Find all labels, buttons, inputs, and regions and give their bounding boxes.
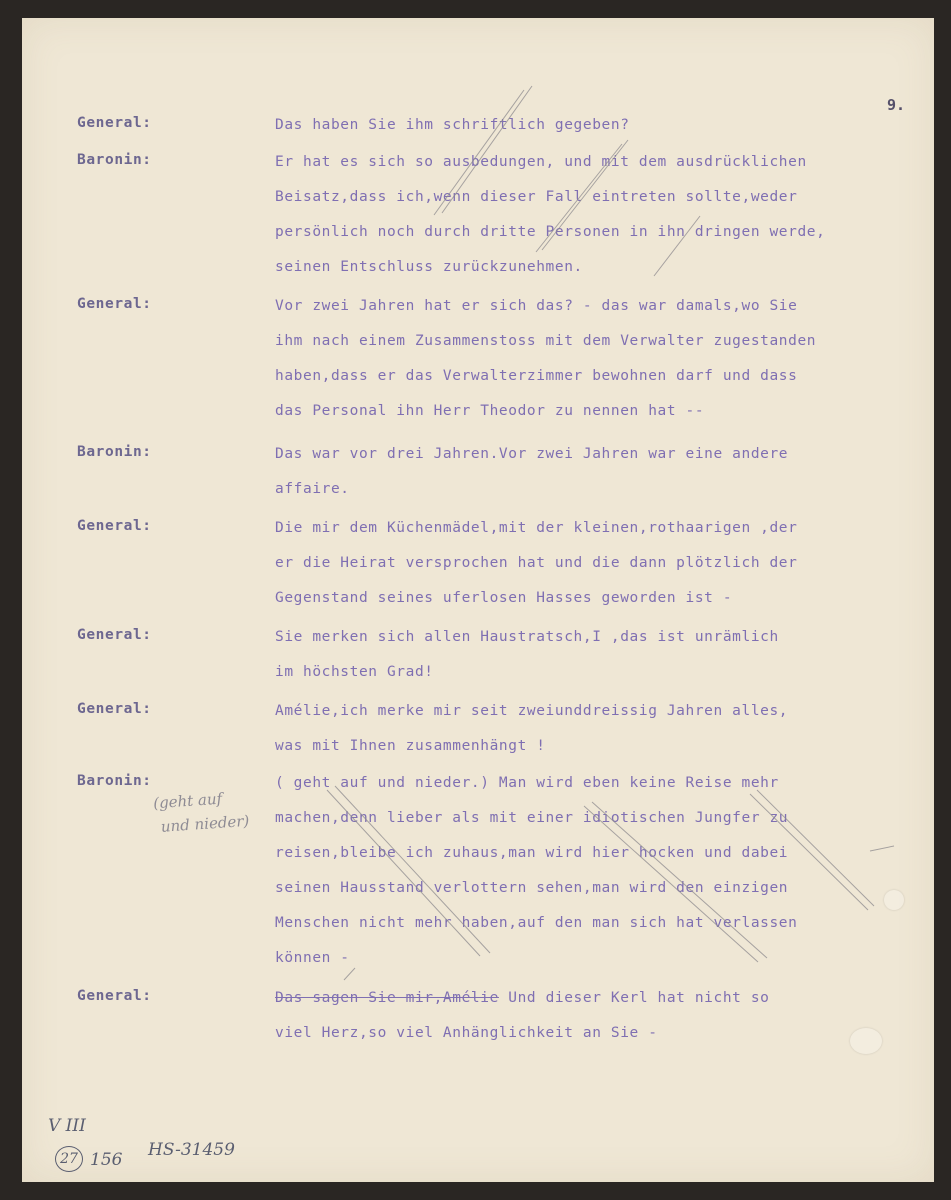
speech-line: haben,dass er das Verwalterzimmer bewohnen darf und dass [275,368,798,384]
pencil-stroke [542,140,628,250]
pencil-stroke [757,790,874,906]
speaker-label: General: [77,296,152,312]
speech-line: affaire. [275,481,350,497]
speaker-label: Baronin: [77,444,152,460]
speech-line: im höchsten Grad! [275,664,434,680]
speech-text: Und dieser Kerl hat nicht so [498,990,770,1006]
speaker-label: Baronin: [77,152,152,168]
speech-line: viel Herz,so viel Anhänglichkeit an Sie - [275,1025,658,1041]
pencil-stroke [592,802,767,958]
pencil-stroke [750,794,868,910]
archive-circled-number: 27 [55,1146,83,1172]
archive-volume: V III [48,1116,86,1136]
speech-line: Das haben Sie ihm schriftlich gegeben? [275,117,630,133]
speech-line: Menschen nicht mehr haben,auf den man sich hat verlassen [275,915,798,931]
speech-line: können - [275,950,350,966]
speaker-label: General: [77,988,152,1004]
speaker-label: General: [77,115,152,131]
pencil-stroke [344,968,355,980]
speech-line: Das war vor drei Jahren.Vor zwei Jahren war eine andere [275,446,789,462]
speaker-label: General: [77,518,152,534]
speech-line: ( geht auf und nieder.) Man wird eben keine Reise mehr [275,775,779,791]
speech-line: Beisatz,dass ich,wenn dieser Fall eintreten sollte,weder [275,189,798,205]
speech-line: Gegenstand seines uferlosen Hasses geworden ist - [275,590,733,606]
speech-line: Vor zwei Jahren hat er sich das? - das war damals,wo Sie [275,298,798,314]
speech-line: seinen Entschluss zurückzunehmen. [275,259,583,275]
speech-line: was mit Ihnen zusammenhängt ! [275,738,546,754]
speech-line: ihm nach einem Zusammenstoss mit dem Verwalter zugestanden [275,333,817,349]
speech-line: reisen,bleibe ich zuhaus,man wird hier hocken und dabei [275,845,789,861]
archive-signature: HS-31459 [148,1140,235,1160]
margin-note-line: (geht auf [152,789,223,813]
pencil-stroke [654,216,700,276]
speech-line: er die Heirat versprochen hat und die dann plötzlich der [275,555,798,571]
pencil-strikethrough-marks [22,18,934,1182]
pencil-stroke [870,846,894,851]
margin-note-line: und nieder) [160,811,250,836]
speech-line: machen,denn lieber als mit einer idiotischen Jungfer zu [275,810,789,826]
pencil-stroke [434,90,524,215]
struck-text: Das sagen Sie mir,Amélie [275,990,499,1006]
speaker-label: General: [77,701,152,717]
speech-line: Amélie,ich merke mir seit zweiunddreissig Jahren alles, [275,703,789,719]
speech-line: Er hat es sich so ausbedungen, und mit dem ausdrücklichen [275,154,807,170]
archive-folio: 156 [90,1150,123,1170]
pencil-stroke [536,144,622,252]
document-page [22,18,934,1182]
speech-line: seinen Hausstand verlottern sehen,man wird den einzigen [275,880,789,896]
speech-line: persönlich noch durch dritte Personen in ihn dringen werde, [275,224,826,240]
speech-line: das Personal ihn Herr Theodor zu nennen hat -- [275,403,705,419]
speaker-label: General: [77,627,152,643]
speech-line: Die mir dem Küchenmädel,mit der kleinen,rothaarigen ,der [275,520,798,536]
pencil-stroke [335,786,490,953]
pencil-stroke [442,86,532,213]
pencil-stroke [327,790,480,956]
pencil-stroke [584,806,758,962]
page-number: 9. [887,96,906,114]
speaker-label: Baronin: [77,773,152,789]
speech-line: Sie merken sich allen Haustratsch,I ,das ist unrämlich [275,629,779,645]
